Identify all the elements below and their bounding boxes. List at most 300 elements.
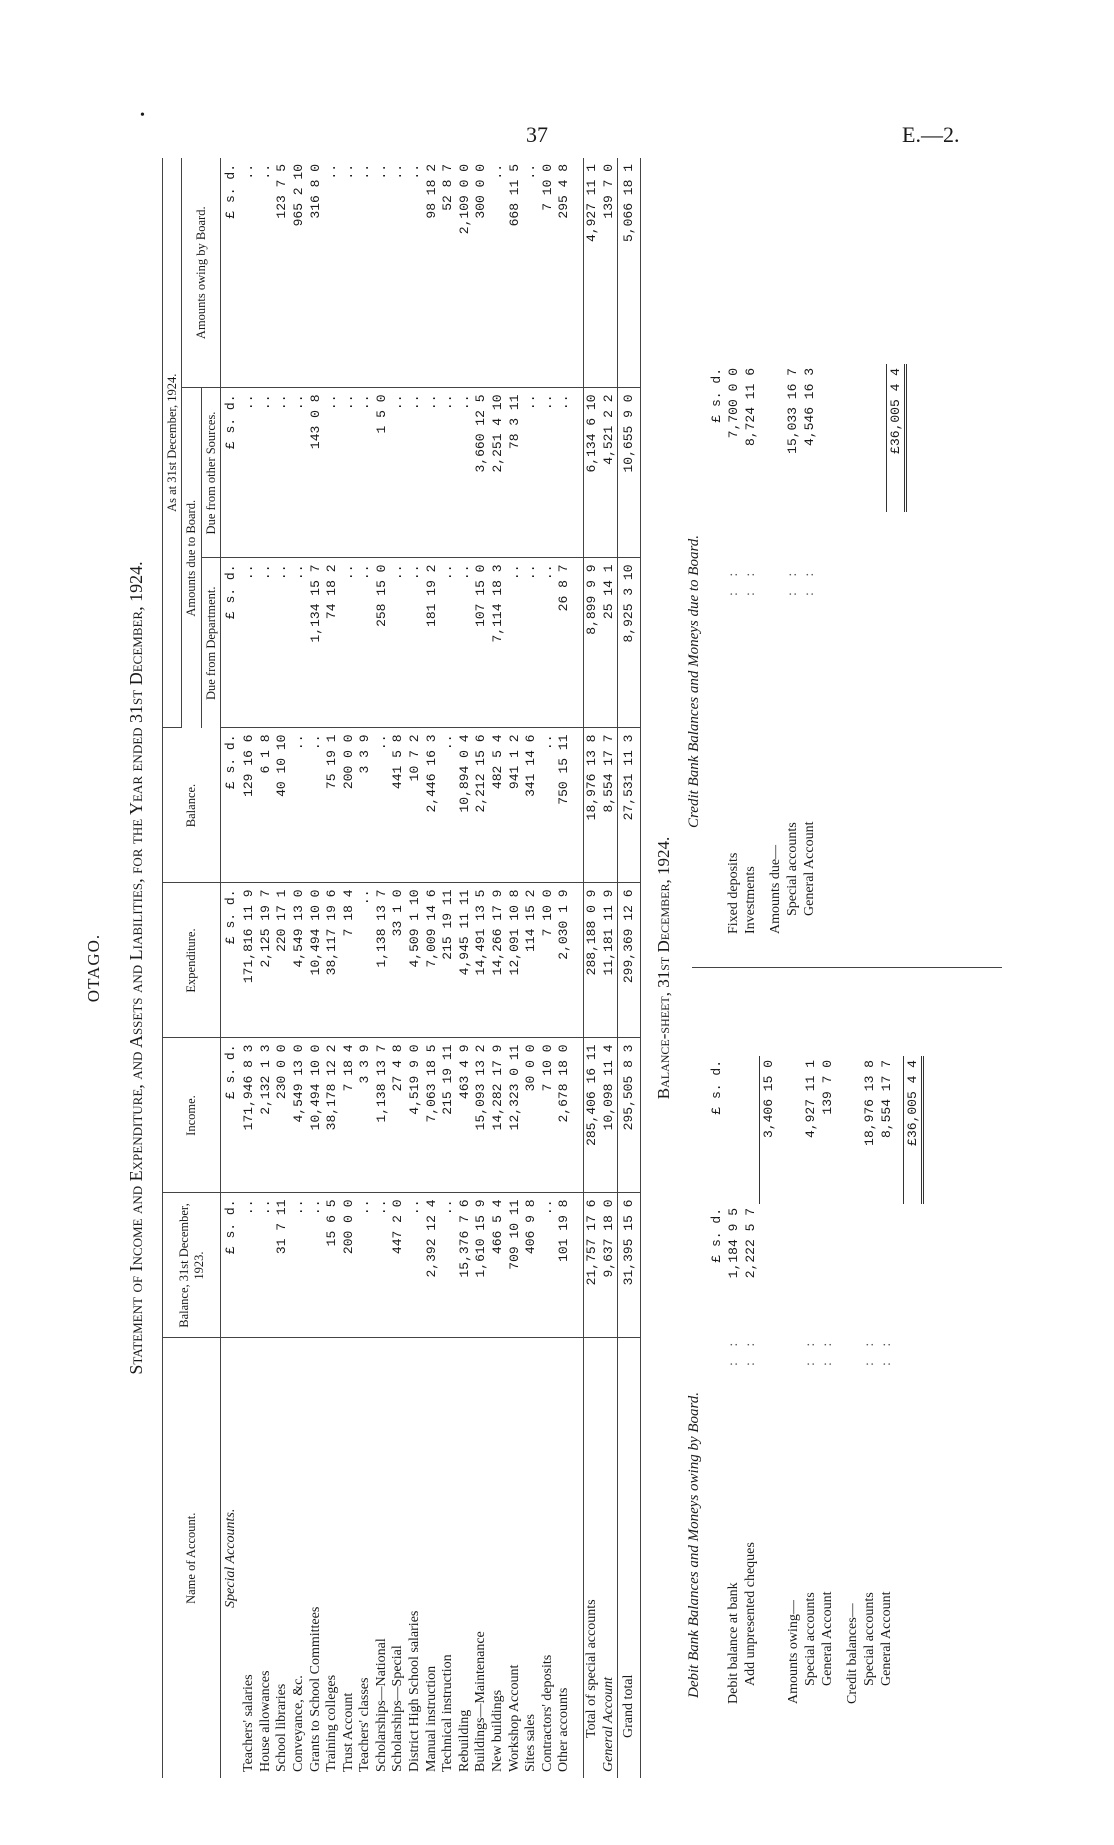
leader-dots: : : <box>862 1336 877 1366</box>
debit-amount <box>861 1204 878 1332</box>
amount-cell: .. <box>390 158 407 388</box>
amount-cell: 181 19 2 <box>424 558 441 728</box>
amount-cell: .. <box>308 728 325 883</box>
leader-dots: : : <box>726 1336 741 1366</box>
amount-cell: 3 3 9 <box>357 1038 374 1193</box>
amount-cell: .. <box>241 158 258 388</box>
amount-cell: 200 0 0 <box>341 1193 358 1338</box>
leader-dots <box>767 512 784 600</box>
table-row <box>601 158 618 1778</box>
amount-cell: 6,134 6 10 <box>584 388 601 558</box>
credit-amount: 8,724 11 6 <box>743 368 758 447</box>
table-row <box>390 158 407 1778</box>
debit-label: Special accounts <box>862 1592 877 1686</box>
debit-line <box>760 1056 778 1708</box>
amount-cell: 171,946 8 3 <box>241 1038 258 1193</box>
amount-cell: 2,125 19 7 <box>258 883 275 1038</box>
account-name: Workshop Account <box>506 1664 522 1772</box>
col-due-to-board-header: Amounts due to Board. <box>182 388 201 728</box>
amount-cell: 3 3 9 <box>357 728 374 883</box>
amount-cell: 406 9 8 <box>523 1193 540 1338</box>
amount-cell: .. <box>291 1193 308 1338</box>
unit-label: £ s. d. <box>709 1060 724 1115</box>
amount-cell: 143 0 8 <box>308 388 325 558</box>
amount-cell: 8,925 3 10 <box>618 558 641 728</box>
amount-cell: .. <box>424 388 441 558</box>
account-name: Technical instruction <box>440 1654 456 1772</box>
amount-cell: .. <box>540 1193 557 1338</box>
amount-cell: .. <box>258 1193 275 1338</box>
col-due-dept-header: Due from Department. <box>201 558 220 728</box>
credit-amount: 7,700 0 0 <box>726 368 741 439</box>
debit-amount <box>785 1056 802 1204</box>
amount-cell: 1 5 0 <box>374 388 391 558</box>
spacer-cell <box>573 558 584 728</box>
amount-cell: .. <box>523 558 540 728</box>
debit-amount <box>844 1056 861 1204</box>
debit-total: £36,005 4 4 <box>903 1056 922 1204</box>
amount-cell: 12,091 10 8 <box>507 883 524 1038</box>
amount-cell: 10,494 10 0 <box>308 1038 325 1193</box>
gap <box>777 1056 785 1708</box>
spacer-row <box>573 158 584 1778</box>
table-row <box>490 158 507 1778</box>
table-row <box>241 158 258 1778</box>
amount-cell: 466 5 4 <box>490 1193 507 1338</box>
amount-cell: 965 2 10 <box>291 158 308 388</box>
amount-cell: .. <box>357 883 374 1038</box>
total-cell <box>903 1370 922 1708</box>
gap-cell <box>895 1370 903 1708</box>
unit-label: £ s. d. <box>221 388 242 558</box>
amount-cell: 15,376 7 6 <box>457 1193 474 1338</box>
amount-cell: 107 15 0 <box>473 558 490 728</box>
amount-cell: .. <box>291 388 308 558</box>
leader-dots <box>760 1332 778 1370</box>
debit-amount: 139 7 0 <box>820 1060 835 1115</box>
special-accounts-heading: Special Accounts. <box>222 1508 238 1608</box>
document-reference: E.—2. <box>902 122 960 147</box>
col-balance-header: Balance. <box>163 728 221 883</box>
debit-amount <box>760 1204 778 1332</box>
debit-amount: 1,184 9 5 <box>726 1208 741 1279</box>
spacer-cell <box>573 728 584 883</box>
account-name: Trust Account <box>340 1692 356 1772</box>
amount-cell: .. <box>457 388 474 558</box>
gap <box>895 1056 903 1708</box>
account-name: Conveyance, &c. <box>290 1675 306 1772</box>
account-name: School libraries <box>274 1683 290 1772</box>
unit-label: £ s. d. <box>221 558 242 728</box>
amount-cell: .. <box>407 558 424 728</box>
amount-cell: 7 18 4 <box>341 883 358 1038</box>
amount-cell: 295 4 8 <box>556 158 573 388</box>
leader-dots: : : <box>726 566 741 596</box>
table-row <box>424 158 441 1778</box>
credit-heading: Credit Bank Balances and Moneys due to Board. <box>686 535 702 828</box>
statement-table <box>162 158 641 1778</box>
amount-cell: .. <box>490 158 507 388</box>
amount-cell: .. <box>390 558 407 728</box>
amount-cell: 2,109 0 0 <box>457 158 474 388</box>
gap <box>852 364 869 938</box>
stray-mark: • <box>140 108 145 123</box>
gap-cell <box>869 600 886 938</box>
table-row <box>341 158 358 1778</box>
amount-cell: 10,098 11 4 <box>601 1038 618 1193</box>
total-cell <box>903 1204 922 1332</box>
amount-cell: 14,282 17 9 <box>490 1038 507 1193</box>
amount-cell: .. <box>357 558 374 728</box>
leader-dots: : : <box>820 1336 835 1366</box>
debit-amount: 8,554 17 7 <box>879 1060 894 1139</box>
amount-cell: 33 1 0 <box>390 883 407 1038</box>
amount-cell: 447 2 0 <box>390 1193 407 1338</box>
debit-total-row <box>903 1056 922 1708</box>
units-row <box>221 158 242 1778</box>
amount-cell: 4,509 1 10 <box>407 883 424 1038</box>
balance-sheet-title: Balance-sheet, 31st December, 1924. <box>654 836 673 1100</box>
debit-label: Amounts owing— <box>786 1600 801 1704</box>
amount-cell: .. <box>258 388 275 558</box>
amount-cell: 8,899 9 9 <box>584 558 601 728</box>
amount-cell: .. <box>523 388 540 558</box>
credit-label: Amounts due— <box>768 844 783 934</box>
amount-cell: .. <box>407 1193 424 1338</box>
account-name: Scholarships—Special <box>390 1645 406 1772</box>
amount-cell: 7 10 0 <box>540 883 557 1038</box>
amount-cell: 4,945 11 11 <box>457 883 474 1038</box>
debit-line <box>861 1056 878 1708</box>
amount-cell: .. <box>324 388 341 558</box>
amount-cell: .. <box>241 558 258 728</box>
debit-amount <box>802 1204 819 1332</box>
amount-cell: 2,212 15 6 <box>473 728 490 883</box>
amount-cell: 215 19 11 <box>440 1038 457 1193</box>
col-balance-prev-header: Balance, 31st December, 1923. <box>163 1193 221 1338</box>
amount-cell: 750 15 11 <box>556 728 573 883</box>
credit-total: £36,005 4 4 <box>886 364 905 512</box>
amount-cell: .. <box>357 1193 374 1338</box>
amount-cell: .. <box>390 388 407 558</box>
amount-cell: 14,266 17 9 <box>490 883 507 1038</box>
amount-cell: 14,491 13 5 <box>473 883 490 1038</box>
account-name: General Account <box>600 1677 616 1772</box>
debit-amount <box>819 1204 836 1332</box>
account-name: Grants to School Committees <box>307 1606 323 1772</box>
total-row <box>584 158 601 1778</box>
amount-cell: .. <box>407 388 424 558</box>
debit-amount: 2,222 5 7 <box>743 1208 759 1279</box>
amount-cell: 941 1 2 <box>507 728 524 883</box>
amount-cell: 15 6 5 <box>324 1193 341 1338</box>
debit-label: Special accounts <box>803 1592 818 1686</box>
gap-cell <box>818 600 835 938</box>
amount-cell: 78 3 11 <box>507 388 524 558</box>
amount-cell: .. <box>341 558 358 728</box>
col-expenditure-header: Expenditure. <box>163 883 221 1038</box>
account-name: House allowances <box>257 1670 273 1772</box>
table-row <box>440 158 457 1778</box>
amount-cell: 463 4 9 <box>457 1038 474 1193</box>
debit-label <box>760 1370 778 1708</box>
spacer-cell <box>573 158 584 388</box>
account-name: Teachers' salaries <box>241 1674 257 1772</box>
amount-cell: 668 11 5 <box>507 158 524 388</box>
account-name: Scholarships—National <box>373 1638 389 1772</box>
total-cell <box>886 512 905 600</box>
amount-cell: 2,678 18 0 <box>556 1038 573 1193</box>
credit-amount <box>767 364 784 512</box>
amount-cell: 3,660 12 5 <box>473 388 490 558</box>
table-row <box>473 158 490 1778</box>
credit-line <box>801 364 818 938</box>
table-row <box>556 158 573 1778</box>
amount-cell: 7 10 0 <box>540 158 557 388</box>
credit-amount: 4,546 16 3 <box>802 368 817 447</box>
amount-cell: .. <box>291 728 308 883</box>
debit-line <box>819 1056 836 1708</box>
table-row <box>274 158 291 1778</box>
account-name: Sites sales <box>523 1714 539 1772</box>
leader-dots <box>785 1332 802 1370</box>
amount-cell: 38,117 19 6 <box>324 883 341 1038</box>
amount-cell: 123 7 5 <box>274 158 291 388</box>
amount-cell: .. <box>374 1193 391 1338</box>
table-row <box>291 158 308 1778</box>
total-cell <box>903 1332 922 1370</box>
amount-cell: 2,446 16 3 <box>424 728 441 883</box>
account-name: District High School salaries <box>407 1610 423 1772</box>
amount-cell: 2,132 1 3 <box>258 1038 275 1193</box>
debit-line <box>785 1056 802 1708</box>
total-cell <box>886 600 905 938</box>
amount-cell: .. <box>407 158 424 388</box>
amount-cell: 4,549 13 0 <box>291 883 308 1038</box>
spacer-cell <box>573 1338 584 1778</box>
gap-cell <box>777 1370 785 1708</box>
debit-table <box>708 1056 924 1708</box>
amount-cell: 30 0 0 <box>523 1038 540 1193</box>
amount-cell: .. <box>440 728 457 883</box>
account-name: Total of special accounts <box>584 1338 601 1778</box>
amount-cell: 7 18 4 <box>341 1038 358 1193</box>
gap <box>869 364 886 938</box>
col-due-other-header: Due from other Sources. <box>201 388 220 558</box>
amount-cell: 7,009 14 6 <box>424 883 441 1038</box>
gap-cell <box>759 600 767 938</box>
amount-cell: 38,178 12 2 <box>324 1038 341 1193</box>
amount-cell: 27,531 11 3 <box>618 728 641 883</box>
amount-cell: 7,114 18 3 <box>490 558 507 728</box>
unit-label: £ s. d. <box>709 1208 724 1263</box>
table-row <box>374 158 391 1778</box>
amount-cell: 7 10 0 <box>540 1038 557 1193</box>
amount-cell: 10,655 9 0 <box>618 388 641 558</box>
debit-amount <box>878 1204 895 1332</box>
col-as-at-header: As at 31st December, 1924. <box>163 158 182 728</box>
amount-cell: .. <box>523 158 540 388</box>
credit-label: General Account <box>802 821 817 916</box>
unit-label: £ s. d. <box>221 728 242 883</box>
amount-cell: 171,816 11 9 <box>241 883 258 1038</box>
credit-label: Fixed deposits <box>726 852 741 934</box>
credit-total-row <box>886 364 905 938</box>
amount-cell: .. <box>241 388 258 558</box>
amount-cell: .. <box>540 728 557 883</box>
amount-cell: .. <box>507 558 524 728</box>
leader-dots: : : <box>743 1336 759 1366</box>
amount-cell: 285,406 16 11 <box>584 1038 601 1193</box>
amount-cell: 2,392 12 4 <box>424 1193 441 1338</box>
amount-cell: 341 14 6 <box>523 728 540 883</box>
debit-amount: 3,406 15 0 <box>760 1056 778 1204</box>
statement-title: Statement of Income and Expenditure, and Assets and Liabilities, for the Year ended 31st December, 1924. <box>126 561 146 1375</box>
amount-cell: 1,610 15 9 <box>473 1193 490 1338</box>
amount-cell: .. <box>341 158 358 388</box>
rotated-content <box>80 158 1040 1778</box>
table-row <box>324 158 341 1778</box>
amount-cell: 299,369 12 6 <box>618 883 641 1038</box>
amount-cell: 2,251 4 10 <box>490 388 507 558</box>
amount-cell: 215 19 11 <box>440 883 457 1038</box>
debit-label: Debit balance at bank <box>726 1582 741 1704</box>
province-heading: OTAGO. <box>84 933 103 1003</box>
account-name: Grand total <box>618 1338 641 1778</box>
grand-total-row <box>618 158 641 1778</box>
amount-cell: .. <box>357 388 374 558</box>
amount-cell: 114 15 2 <box>523 883 540 1038</box>
debit-amount <box>725 1056 742 1204</box>
amount-cell: 4,927 11 1 <box>584 158 601 388</box>
amount-cell: 441 5 8 <box>390 728 407 883</box>
debit-label: General Account <box>879 1591 894 1686</box>
amount-cell: 4,519 9 0 <box>407 1038 424 1193</box>
amount-cell: 6 1 8 <box>258 728 275 883</box>
amount-cell: .. <box>540 558 557 728</box>
leader-dots <box>844 1332 861 1370</box>
amount-cell: .. <box>258 558 275 728</box>
table-row <box>407 158 424 1778</box>
amount-cell: 230 0 0 <box>274 1038 291 1193</box>
leader-dots: : : <box>802 566 817 596</box>
amount-cell: 220 17 1 <box>274 883 291 1038</box>
amount-cell: .. <box>341 388 358 558</box>
amount-cell: 5,066 18 1 <box>618 158 641 388</box>
amount-cell: 1,134 15 7 <box>308 558 325 728</box>
gap-cell <box>836 1370 844 1708</box>
amount-cell: 11,181 11 9 <box>601 883 618 1038</box>
leader-dots: : : <box>879 1336 894 1366</box>
amount-cell: 75 19 1 <box>324 728 341 883</box>
amount-cell: 316 8 0 <box>308 158 325 388</box>
amount-cell: 4,549 13 0 <box>291 1038 308 1193</box>
leader-dots: : : <box>785 566 800 596</box>
amount-cell: .. <box>440 388 457 558</box>
amount-cell: 2,030 1 9 <box>556 883 573 1038</box>
debit-line <box>725 1056 742 1708</box>
account-name: New buildings <box>490 1689 506 1772</box>
amount-cell: 7,063 18 5 <box>424 1038 441 1193</box>
amount-cell: 101 19 8 <box>556 1193 573 1338</box>
amount-cell: 52 8 7 <box>440 158 457 388</box>
account-name: Contractors' deposits <box>539 1654 555 1772</box>
debit-label: General Account <box>820 1591 835 1686</box>
amount-cell: .. <box>324 158 341 388</box>
amount-cell: .. <box>258 158 275 388</box>
credit-body <box>708 364 905 938</box>
page-number: 37 <box>526 122 548 147</box>
amount-cell: 12,323 0 11 <box>507 1038 524 1193</box>
unit-label: £ s. d. <box>221 883 242 1038</box>
table-row <box>357 158 374 1778</box>
debit-label: Add unpresented cheques <box>743 1542 759 1686</box>
amount-cell: .. <box>241 1193 258 1338</box>
spacer-cell <box>573 1038 584 1193</box>
amount-cell: 26 8 7 <box>556 558 573 728</box>
amount-cell: .. <box>274 558 291 728</box>
debit-line <box>742 1056 760 1708</box>
unit-label: £ s. d. <box>221 158 242 388</box>
debit-heading: Debit Bank Balances and Moneys owing by Board. <box>686 1391 702 1698</box>
amount-cell: 27 4 8 <box>390 1038 407 1193</box>
amount-cell: 300 0 0 <box>473 158 490 388</box>
amount-cell: .. <box>274 388 291 558</box>
credit-table <box>708 364 907 938</box>
credit-label: Investments <box>743 866 758 934</box>
amount-cell: 40 10 10 <box>274 728 291 883</box>
account-name: Buildings—Maintenance <box>473 1631 489 1772</box>
balance-sheet-divider <box>692 967 1002 968</box>
amount-cell: 4,521 2 2 <box>601 388 618 558</box>
credit-amount: 15,033 16 7 <box>785 368 800 454</box>
credit-line <box>742 364 759 938</box>
amount-cell: 15,093 13 2 <box>473 1038 490 1193</box>
unit-label: £ s. d. <box>709 368 724 423</box>
amount-cell: 1,138 13 7 <box>374 883 391 1038</box>
amount-cell: 1,138 13 7 <box>374 1038 391 1193</box>
amount-cell: .. <box>308 1193 325 1338</box>
amount-cell: 482 5 4 <box>490 728 507 883</box>
gap-cell <box>852 600 869 938</box>
credit-line <box>784 364 801 938</box>
amount-cell: 74 18 2 <box>324 558 341 728</box>
amount-cell: 98 18 2 <box>424 158 441 388</box>
gap <box>759 364 767 938</box>
amount-cell: 21,757 17 6 <box>584 1193 601 1338</box>
amount-cell: 10,894 0 4 <box>457 728 474 883</box>
account-name: Manual instruction <box>423 1665 439 1772</box>
account-name: Training colleges <box>324 1674 340 1772</box>
amount-cell: 9,637 18 0 <box>601 1193 618 1338</box>
account-name: Teachers' classes <box>357 1677 373 1772</box>
spacer-cell <box>573 388 584 558</box>
amount-cell: .. <box>357 158 374 388</box>
debit-amount <box>785 1204 802 1332</box>
amount-cell: 8,554 17 7 <box>601 728 618 883</box>
leader-dots: : : <box>743 566 758 596</box>
debit-line <box>802 1056 819 1708</box>
debit-line <box>844 1056 861 1708</box>
debit-body <box>708 1056 922 1708</box>
col-owing-header: Amounts owing by Board. <box>182 158 221 388</box>
amount-cell: .. <box>540 388 557 558</box>
amount-cell: .. <box>457 558 474 728</box>
amount-cell: 10,494 10 0 <box>308 883 325 1038</box>
table-row <box>507 158 524 1778</box>
amount-cell: 295,505 8 3 <box>618 1038 641 1193</box>
table-row <box>457 158 474 1778</box>
